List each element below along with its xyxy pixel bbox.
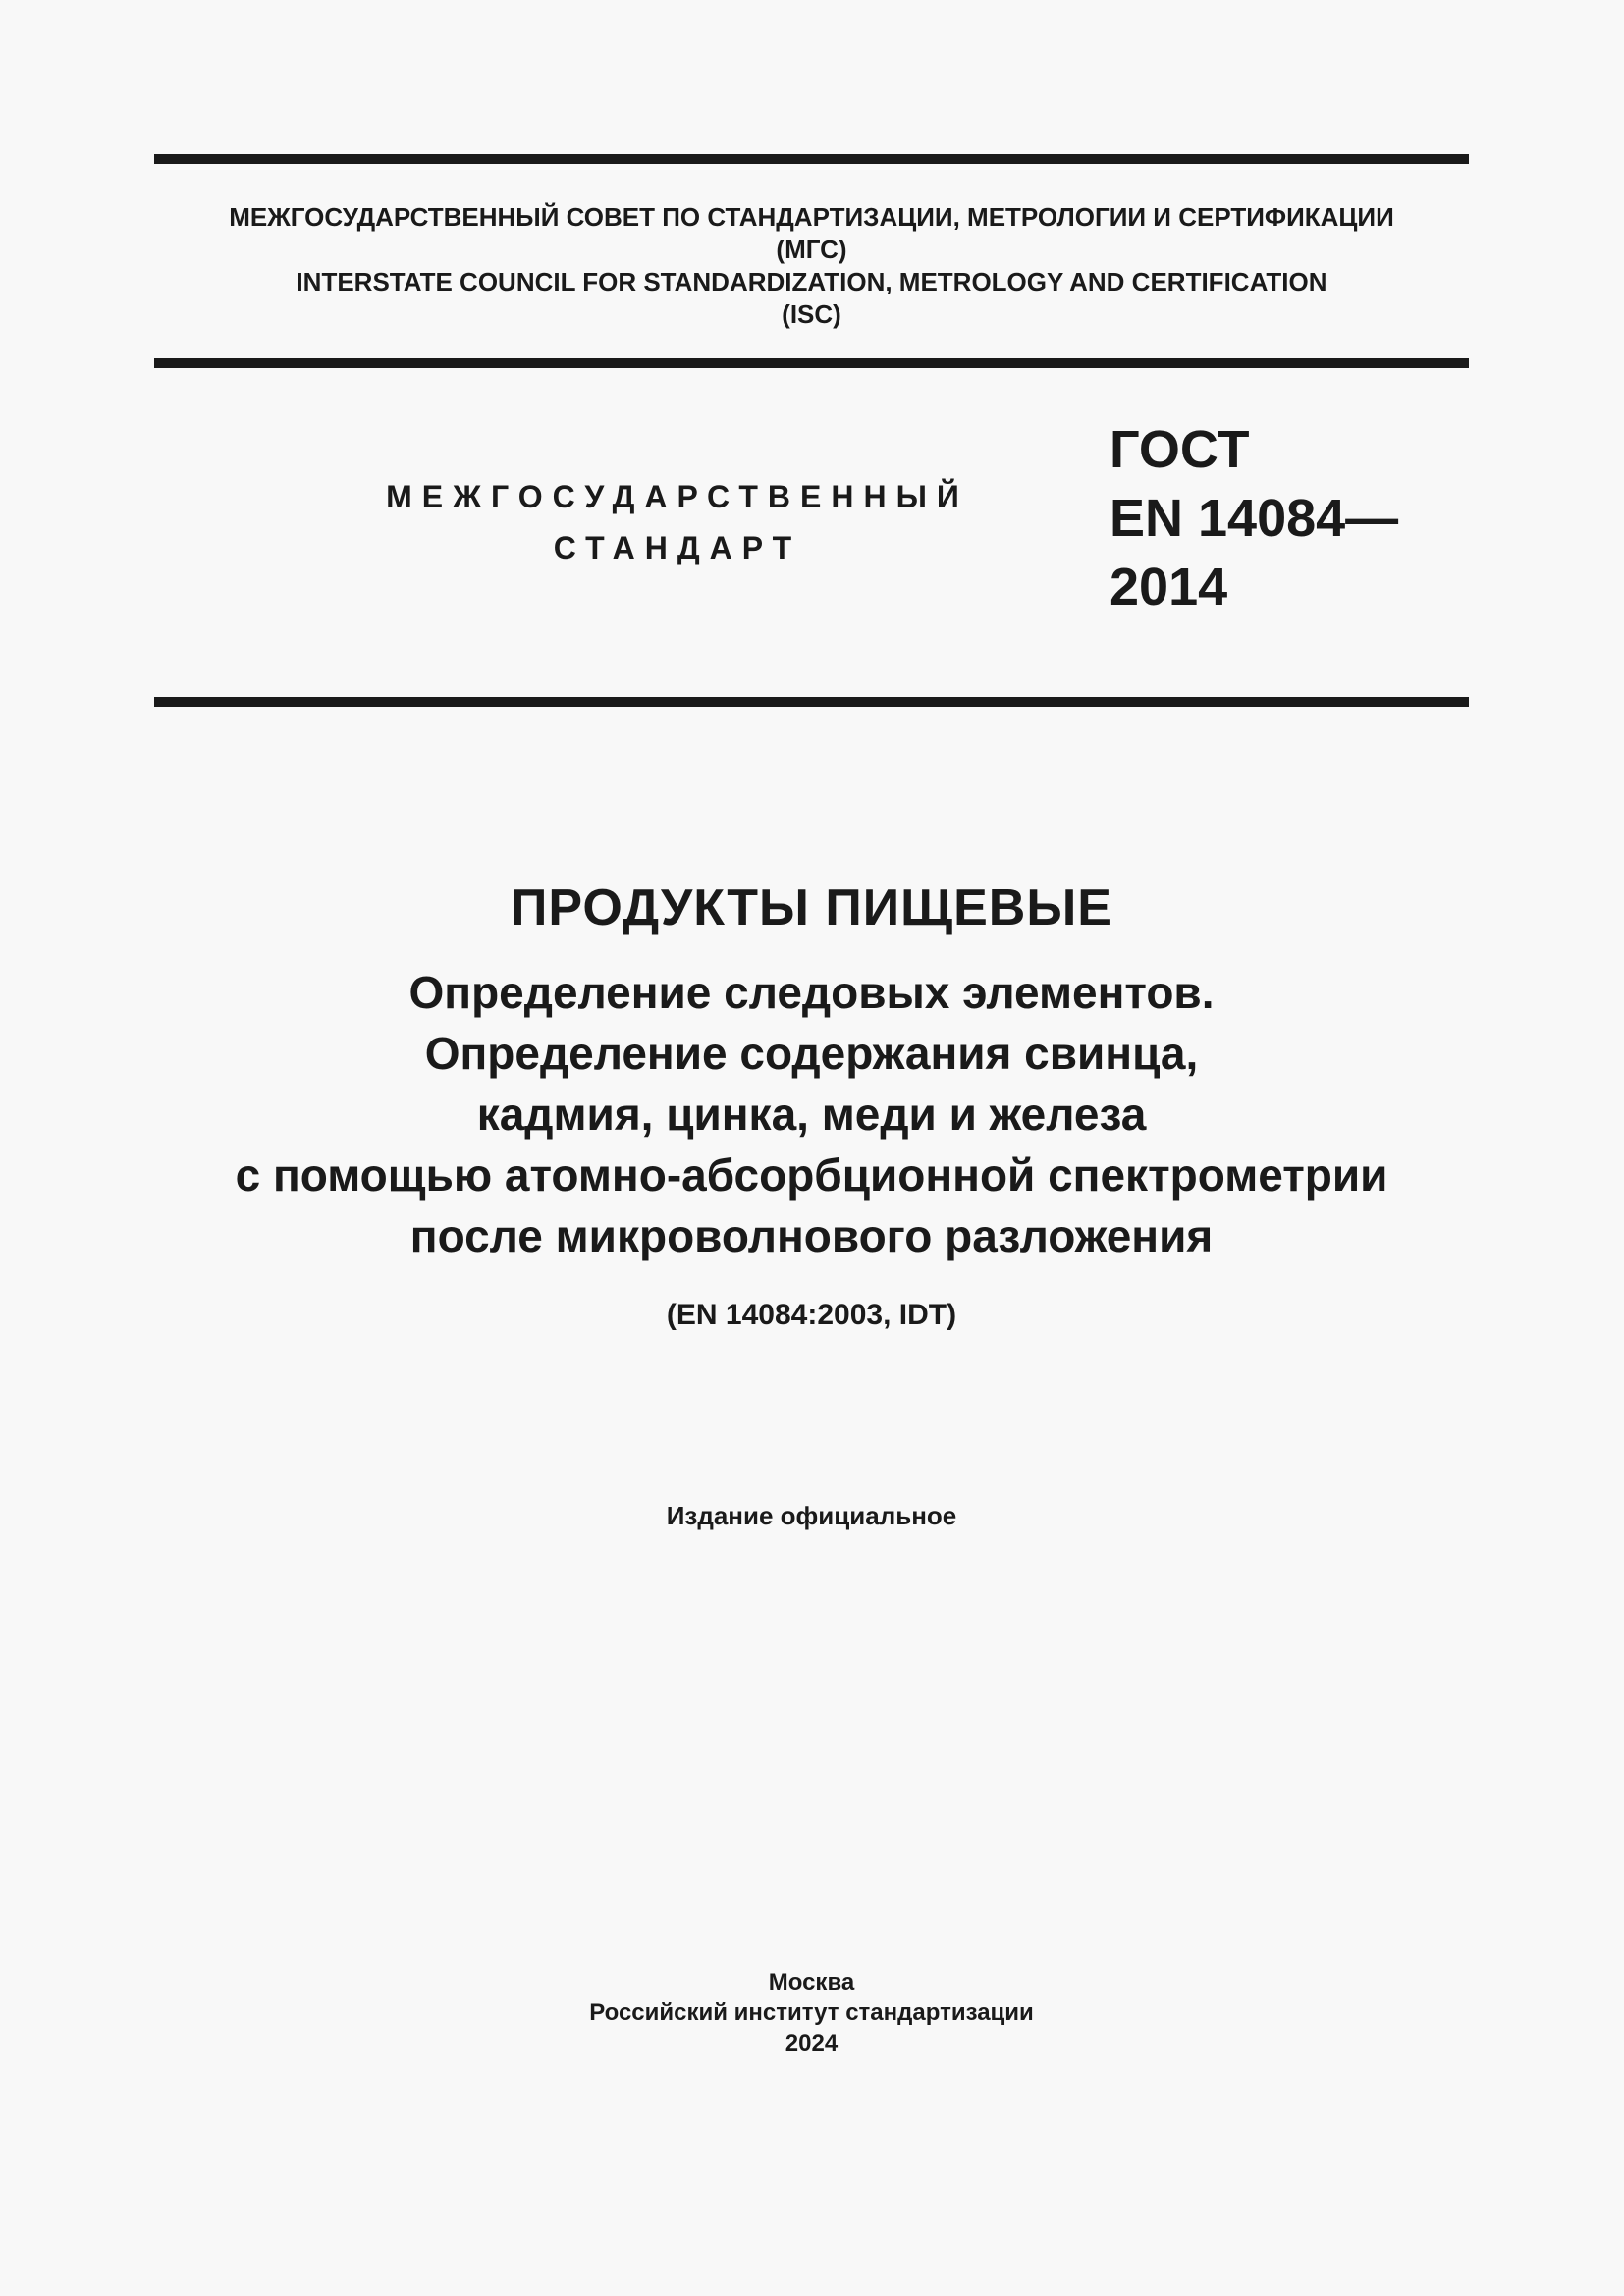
standard-kind-line-2: СТАНДАРТ <box>553 530 802 565</box>
subtitle-line: после микроволнового разложения <box>409 1210 1214 1261</box>
subtitle-line: кадмия, цинка, меди и железа <box>476 1089 1147 1140</box>
imprint-year: 2024 <box>785 2030 839 2056</box>
imprint <box>154 1967 1469 2058</box>
title-block-rule <box>154 697 1469 707</box>
imprint-city: Москва <box>768 1969 855 1996</box>
subtitle-line: с помощью атомно-абсорбционной спектрометрии <box>235 1149 1388 1201</box>
imprint-publisher: Российский институт стандартизации <box>589 2000 1034 2026</box>
equivalence-note: (EN 14084:2003, IDT) <box>666 1299 957 1331</box>
standard-code-line-3: 2014 <box>1110 558 1228 616</box>
standard-kind-line-1: МЕЖГОСУДАРСТВЕННЫЙ <box>386 479 969 514</box>
council-abbr-en: (ISC) <box>782 299 841 329</box>
document-title-block <box>154 874 1469 1335</box>
header-bottom-rule <box>154 358 1469 368</box>
standard-code-line-1: ГОСТ <box>1110 420 1250 479</box>
subtitle <box>154 962 1469 1266</box>
standard-kind <box>334 471 1021 573</box>
council-name-ru: МЕЖГОСУДАРСТВЕННЫЙ СОВЕТ ПО СТАНДАРТИЗАЦИИ, МЕТРОЛОГИИ И СЕРТИФИКАЦИИ <box>229 202 1394 232</box>
subtitle-line: Определение содержания свинца, <box>424 1028 1199 1079</box>
main-title: ПРОДУКТЫ ПИЩЕВЫЕ <box>511 880 1112 936</box>
standard-code-line-2: EN 14084— <box>1110 489 1399 548</box>
edition-note: Издание официальное <box>666 1501 957 1530</box>
council-abbr-ru: (МГС) <box>776 235 847 264</box>
council-name-en: INTERSTATE COUNCIL FOR STANDARDIZATION, METROLOGY AND CERTIFICATION <box>296 267 1327 296</box>
standard-code <box>1110 415 1398 621</box>
subtitle-line: Определение следовых элементов. <box>408 967 1215 1018</box>
top-rule <box>154 154 1469 164</box>
council-header <box>154 201 1469 331</box>
